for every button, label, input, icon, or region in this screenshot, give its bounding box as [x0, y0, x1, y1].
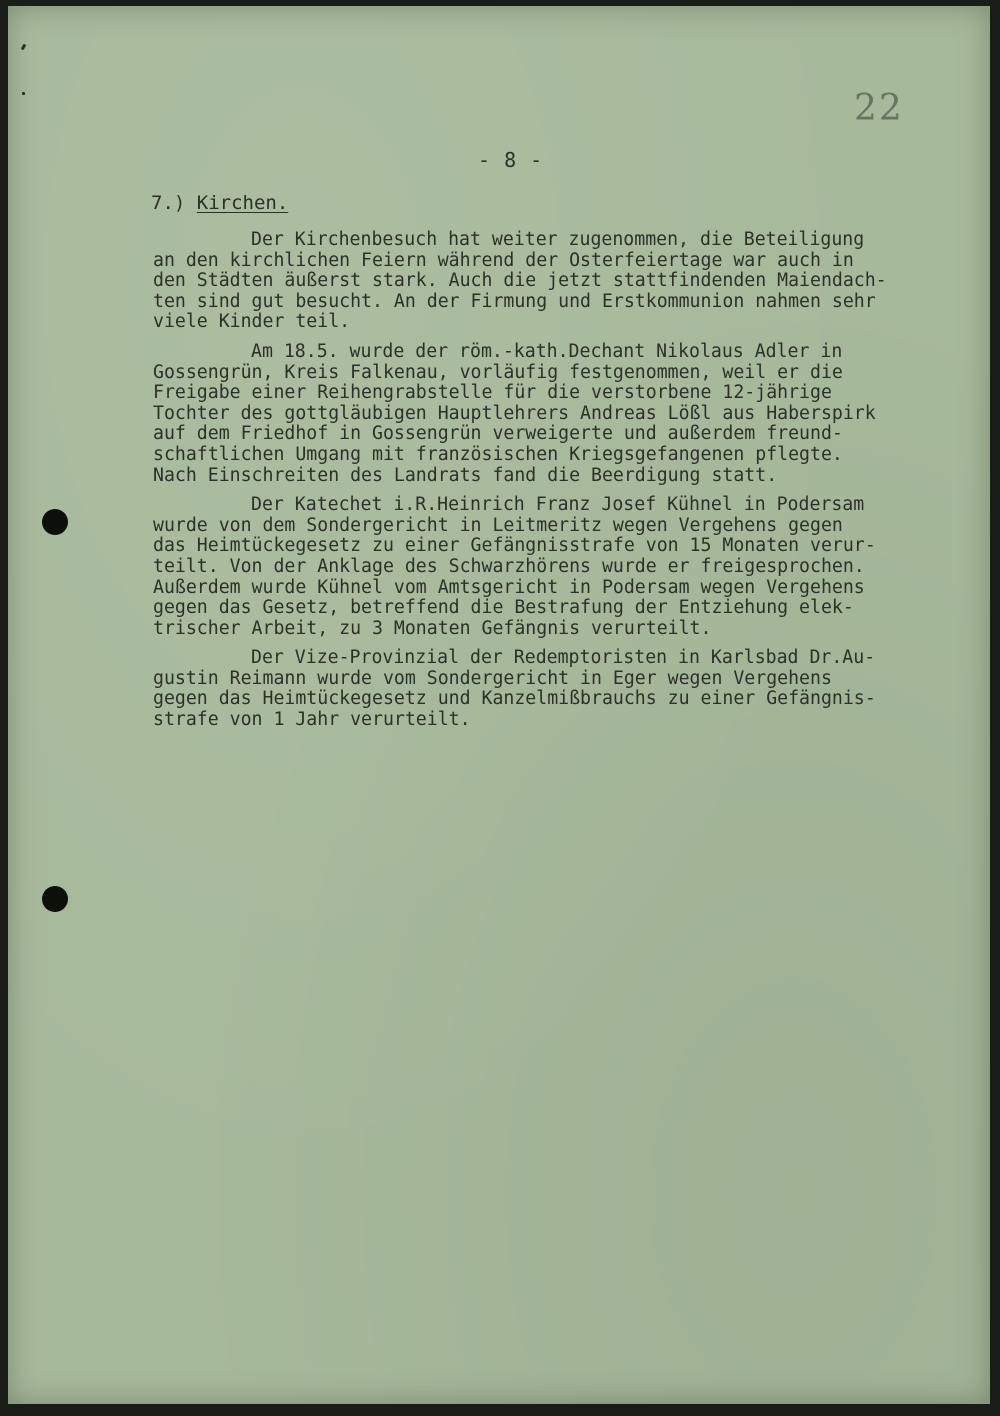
text-line: den Städten äußerst stark. Auch die jetzt stattfindenden Maiendach- — [153, 270, 887, 292]
text-line: schaftlichen Umgang mit französischen Kriegsgefangenen pflegte. — [153, 443, 843, 465]
text-line: Am 18.5. wurde der röm.-kath.Dechant Nikolaus Adler in — [251, 340, 843, 362]
page-number: - 8 - — [478, 148, 544, 172]
text-line: wurde von dem Sondergericht in Leitmeritz wegen Vergehens gegen — [153, 514, 843, 536]
text-line: viele Kinder teil. — [153, 311, 351, 333]
text-line: gustin Reimann wurde vom Sondergericht in Eger wegen Vergehens — [153, 667, 832, 689]
text-line: Der Kirchenbesuch hat weiter zugenommen, die Beteiligung — [251, 229, 865, 250]
section-heading — [151, 192, 288, 214]
folio-number: 22 — [854, 88, 904, 129]
text-line: an den kirchlichen Feiern während der Osterfeiertage war auch in — [153, 249, 854, 271]
text-line: gegen das Gesetz, betreffend die Bestrafung der Entziehung elek- — [153, 597, 854, 619]
section-title: Kirchen. — [196, 192, 289, 214]
text-line: Freigabe einer Reihengrabstelle für die verstorbene 12-jährige — [153, 382, 832, 404]
document-body — [153, 230, 983, 740]
text-line: Gossengrün, Kreis Falkenau, vorläufig festgenommen, weil er die — [153, 361, 843, 383]
text-line: Der Katechet i.R.Heinrich Franz Josef Kühnel in Podersam — [251, 494, 865, 516]
text-line: auf dem Friedhof in Gossengrün verweigerte und außerdem freund- — [153, 423, 843, 445]
text-line: Der Vize-Provinzial der Redemptoristen in Karlsbad Dr.Au- — [251, 647, 876, 669]
paragraph — [153, 495, 983, 639]
text-line: das Heimtückegesetz zu einer Gefängnisstrafe von 15 Monaten verur- — [153, 535, 876, 557]
punch-hole — [42, 886, 68, 912]
text-line: Außerdem wurde Kühnel vom Amtsgericht in Podersam wegen Vergehens — [153, 576, 865, 598]
text-line: ten sind gut besucht. An der Firmung und Erstkommunion nahmen sehr — [153, 290, 876, 312]
section-number: 7.) — [151, 192, 186, 214]
paper-mark — [22, 92, 25, 95]
text-line: trischer Arbeit, zu 3 Monaten Gefängnis verurteilt. — [153, 617, 712, 639]
paragraph — [153, 342, 983, 486]
document-page — [8, 6, 990, 1404]
paper-mark — [21, 44, 27, 51]
punch-hole — [42, 509, 68, 535]
text-line: gegen das Heimtückegesetz und Kanzelmißbrauchs zu einer Gefängnis- — [153, 688, 876, 710]
text-line: Nach Einschreiten des Landrats fand die Beerdigung statt. — [153, 464, 778, 486]
paragraph — [153, 230, 983, 333]
paragraph — [153, 648, 983, 730]
text-line: strafe von 1 Jahr verurteilt. — [153, 709, 471, 731]
text-line: teilt. Von der Anklage des Schwarzhörens wurde er freigesprochen. — [153, 555, 865, 577]
text-line: Tochter des gottgläubigen Hauptlehrers Andreas Lößl aus Haberspirk — [153, 402, 876, 424]
